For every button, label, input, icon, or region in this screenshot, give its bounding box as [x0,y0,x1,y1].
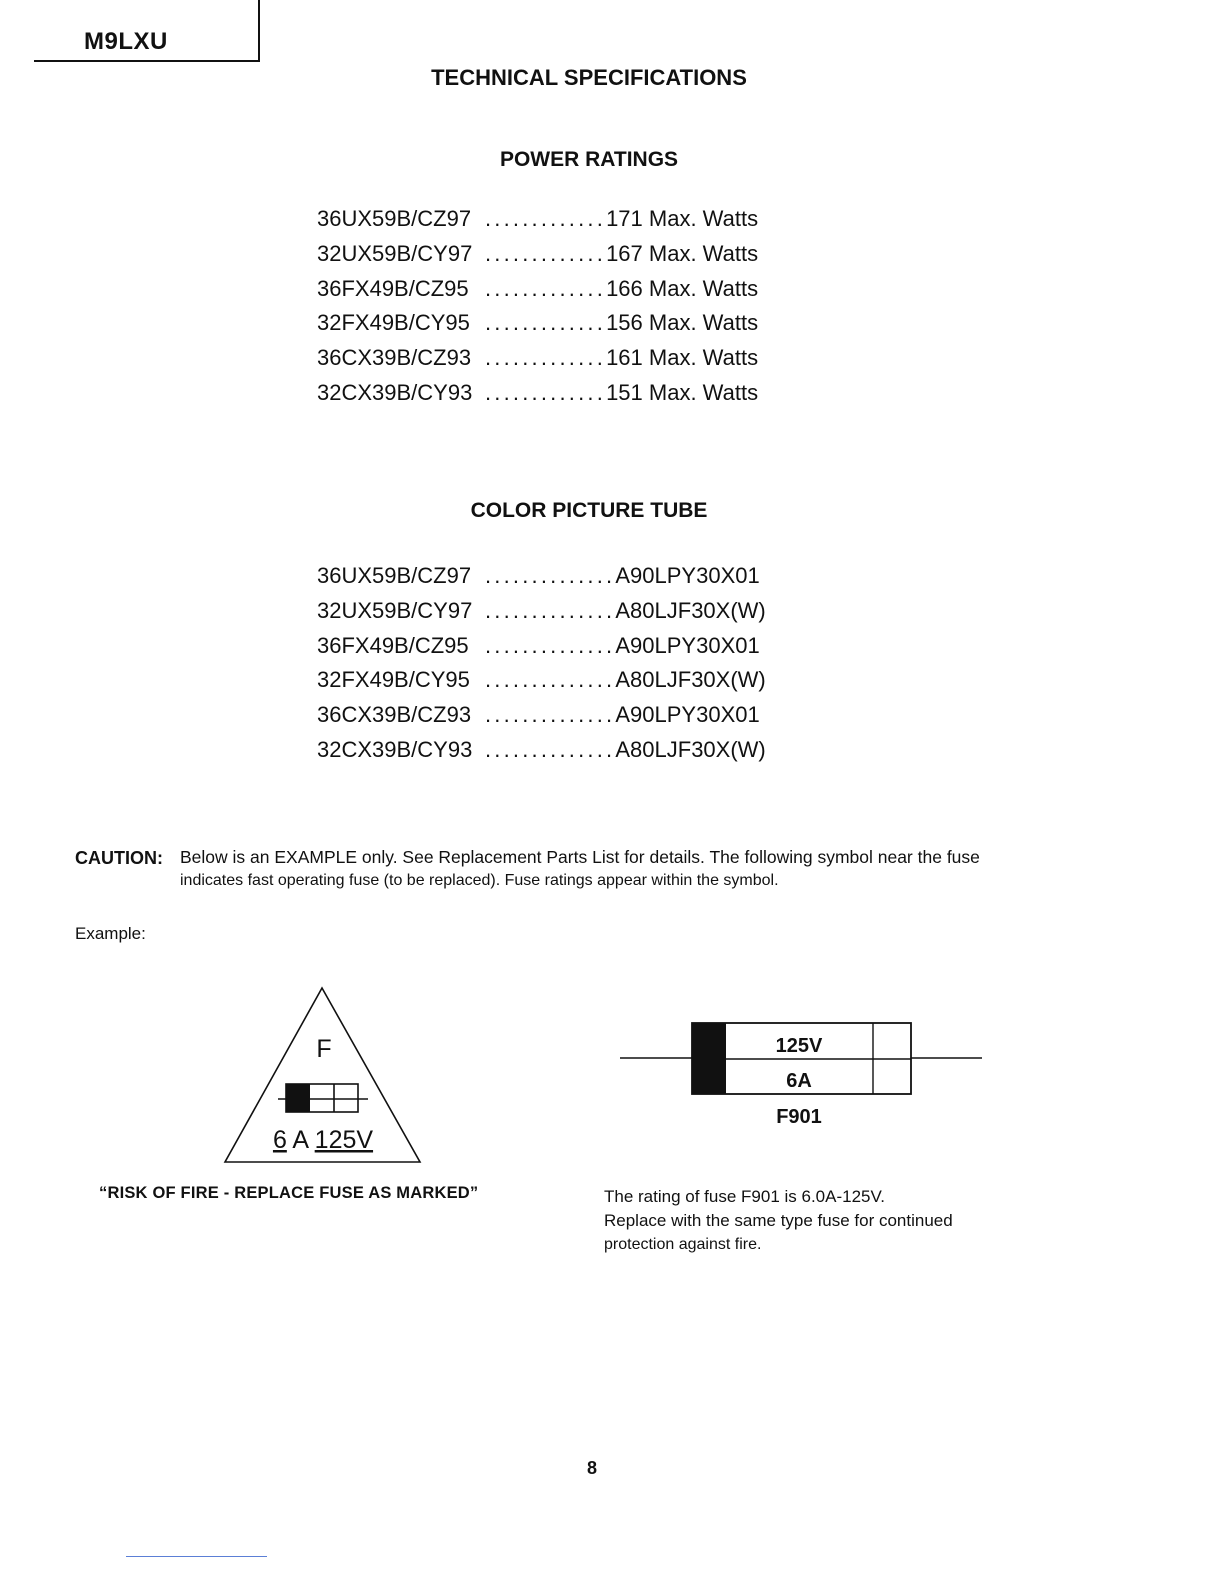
model-number: 36CX39B/CZ93 [317,345,472,371]
page-title: TECHNICAL SPECIFICATIONS [431,65,747,90]
leader-dots: .............. [485,736,616,762]
caution-line-1: Below is an EXAMPLE only. See Replacement Parts List for details. The following symbol near the fuse [180,847,980,867]
picture-tube-row [317,702,766,737]
picture-tube-row [317,667,766,702]
leader-dots: .............. [485,702,616,728]
model-tag [34,0,260,62]
note-line-3: protection against fire. [604,1236,762,1253]
model-number: 32FX49B/CY95 [317,310,470,336]
leader-dots: ............. [485,240,607,266]
power-rating-row [317,276,758,311]
page-number: 8 [586,1458,597,1478]
power-value: 167 Max. Watts [606,240,759,266]
power-rating-row [317,206,758,241]
risk-of-fire-warning: “RISK OF FIRE - REPLACE FUSE AS MARKED” [99,1184,479,1202]
leader-dots: ............. [485,379,607,405]
caution-text [180,845,980,893]
fuse-letter: F [316,1035,332,1063]
tube-value: A80LJF30X(W) [615,667,766,693]
note-line-2: Replace with the same type fuse for continued [604,1211,953,1230]
power-rating-row [317,310,758,345]
fuse-diagram [620,1018,984,1132]
picture-tube-list [317,563,766,772]
leader-dots: ............. [485,310,607,336]
fuse-voltage: 125V [775,1035,823,1057]
leader-dots: ............. [485,275,607,301]
power-rating-row [317,241,758,276]
fuse-rating-note [604,1185,953,1257]
model-number: 36CX39B/CZ93 [317,702,472,728]
power-value: 171 Max. Watts [606,206,759,231]
fuse-warning-triangle [218,984,428,1166]
rating-volts: 125V [314,1126,374,1154]
picture-tube-heading: COLOR PICTURE TUBE [470,499,708,522]
leader-dots: ............. [485,206,607,231]
power-value: 156 Max. Watts [606,310,759,336]
model-number: 32CX39B/CY93 [317,736,473,762]
rating-amps: 6 [272,1126,287,1154]
fuse-reference: F901 [776,1106,822,1128]
bottom-rule [126,1556,267,1557]
power-value: 151 Max. Watts [606,379,759,405]
power-value: 161 Max. Watts [606,345,759,371]
leader-dots: .............. [485,632,616,658]
tube-value: A80LJF30X(W) [615,736,766,762]
picture-tube-row [317,633,766,668]
picture-tube-row [317,737,766,772]
power-ratings-list [317,206,758,415]
leader-dots: ............. [485,345,607,371]
model-number: 32UX59B/CY97 [317,597,473,623]
picture-tube-row [317,563,766,598]
fuse-symbol-block [286,1084,310,1112]
caution-label: CAUTION: [75,848,163,868]
model-number: 36UX59B/CZ97 [317,206,472,231]
model-code: M9LXU [84,28,168,55]
note-line-1: The rating of fuse F901 is 6.0A-125V. [604,1187,885,1206]
model-number: 36FX49B/CZ95 [317,632,469,658]
tube-value: A90LPY30X01 [615,563,760,588]
model-number: 32FX49B/CY95 [317,667,470,693]
caution-line-2: indicates fast operating fuse (to be replaced). Fuse ratings appear within the symbol. [180,872,779,889]
leader-dots: .............. [485,563,616,588]
tube-value: A90LPY30X01 [615,702,760,728]
model-number: 36UX59B/CZ97 [317,563,472,588]
example-label: Example: [75,924,146,943]
power-rating-row [317,380,758,415]
power-rating-row [317,345,758,380]
power-value: 166 Max. Watts [606,275,759,301]
model-number: 32UX59B/CY97 [317,240,473,266]
leader-dots: .............. [485,667,616,693]
model-number: 36FX49B/CZ95 [317,275,469,301]
picture-tube-row [317,598,766,633]
model-number: 32CX39B/CY93 [317,379,473,405]
leader-dots: .............. [485,597,616,623]
power-ratings-heading: POWER RATINGS [499,148,679,171]
rating-unit: A [292,1126,308,1154]
tube-value: A90LPY30X01 [615,632,760,658]
tube-value: A80LJF30X(W) [615,597,766,623]
fuse-rating-text [273,1126,373,1154]
fuse-current: 6A [786,1070,812,1092]
fuse-band [692,1023,726,1094]
